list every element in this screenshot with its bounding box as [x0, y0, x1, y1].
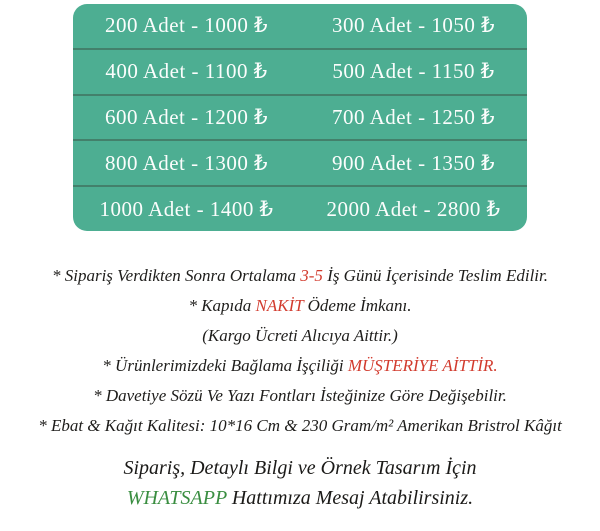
- note-accent-days: 3-5: [300, 266, 323, 285]
- note-text: * Davetiye Sözü Ve Yazı Fontları İsteğinize Göre Değişebilir.: [93, 386, 507, 405]
- price-cell: 200 Adet - 1000 ₺: [104, 13, 269, 38]
- note-text: (Kargo Ücreti Alıcıya Aittir.): [202, 326, 398, 345]
- price-cell: 800 Adet - 1300 ₺: [104, 150, 269, 175]
- price-cell: 300 Adet - 1050 ₺: [331, 13, 496, 38]
- note-fonts-changeable: [0, 381, 600, 411]
- price-row: [73, 48, 527, 94]
- price-row: [73, 4, 527, 48]
- note-accent-cash: NAKİT: [255, 296, 304, 315]
- price-cell: 500 Adet - 1150 ₺: [332, 59, 495, 84]
- note-text: * Ürünlerimizdeki Bağlama İşçiliği: [102, 356, 348, 375]
- price-cell: 1000 Adet - 1400 ₺: [99, 196, 274, 221]
- note-text: * Ebat & Kağıt Kalitesi: 10*16 Cm & 230 Gram/m² Amerikan Bristrol Kâğıt: [38, 416, 562, 435]
- note-text: * Kapıda: [188, 296, 256, 315]
- note-cash-payment: [0, 291, 600, 321]
- price-cell: 700 Adet - 1250 ₺: [331, 104, 496, 129]
- footer-whatsapp-line: [0, 483, 600, 513]
- footer-text: Hattımıza Mesaj Atabilirsiniz.: [226, 487, 474, 509]
- footer-contact-intro: Sipariş, Detaylı Bilgi ve Örnek Tasarım İçin: [123, 457, 477, 479]
- note-shipping-fee: [0, 321, 600, 351]
- note-binding-labor: [0, 351, 600, 381]
- note-text: Ödeme İmkanı.: [303, 296, 412, 315]
- note-size-paper-quality: [0, 411, 600, 441]
- note-accent-customer: MÜŞTERİYE AİTTİR.: [347, 356, 498, 375]
- price-cell: 900 Adet - 1350 ₺: [331, 150, 496, 175]
- price-cell: 400 Adet - 1100 ₺: [105, 59, 268, 84]
- price-cell: 600 Adet - 1200 ₺: [104, 104, 269, 129]
- notes-section: [0, 261, 600, 441]
- footer-section: [0, 453, 600, 513]
- footer-accent-whatsapp: WHATSAPP: [126, 487, 227, 509]
- note-text: * Sipariş Verdikten Sonra Ortalama: [52, 266, 301, 285]
- note-text: İş Günü İçerisinde Teslim Edilir.: [322, 266, 548, 285]
- price-row: [73, 185, 527, 231]
- price-cell: 2000 Adet - 2800 ₺: [326, 196, 501, 221]
- price-row: [73, 94, 527, 140]
- price-row: [73, 139, 527, 185]
- price-table: [73, 4, 527, 231]
- note-delivery-time: [0, 261, 600, 291]
